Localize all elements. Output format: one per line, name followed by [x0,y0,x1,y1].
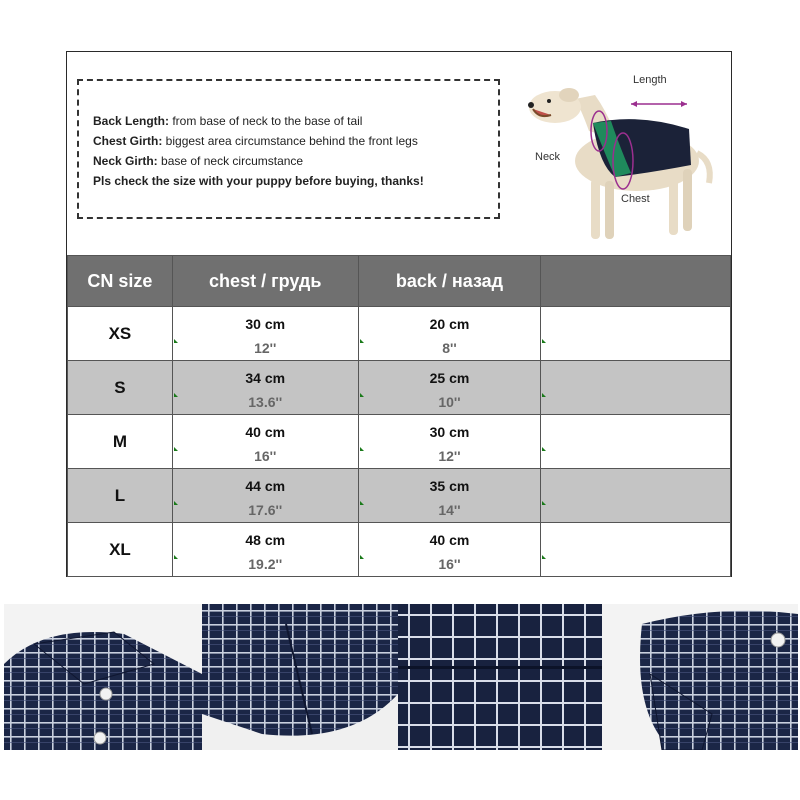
size-cell: L [68,469,173,523]
photo-sleeve-button [602,604,798,750]
table-header-row [68,256,731,307]
length-label: Length [633,74,667,86]
chest-cell: 48 cm 19.2'' [172,523,358,577]
empty-cell [541,361,731,415]
back-cell: 40 cm 16'' [358,523,541,577]
chest-cell: 30 cm 12'' [172,307,358,361]
chest-cell: 34 cm 13.6'' [172,361,358,415]
size-table [67,255,731,577]
size-cell: S [68,361,173,415]
table-row [68,361,731,415]
table-row [68,523,731,577]
measurement-notes [77,79,500,219]
empty-cell [541,469,731,523]
back-cell: 30 cm 12'' [358,415,541,469]
note-back-length: Back Length: from base of neck to the base of tail [93,114,363,128]
header-cn-size: CN size [68,256,173,307]
photo-collar [4,604,202,750]
header-back: back / назад [358,256,541,307]
photo-hem [202,604,398,750]
dog-measurement-diagram [519,69,719,254]
chest-cell: 40 cm 16'' [172,415,358,469]
photo-fabric-texture [398,604,602,750]
size-chart [66,51,732,577]
back-cell: 35 cm 14'' [358,469,541,523]
back-cell: 25 cm 10'' [358,361,541,415]
table-row [68,415,731,469]
product-detail-photos [4,604,798,750]
note-chest-girth: Chest Girth: biggest area circumstance behind the front legs [93,134,418,148]
note-neck-girth: Neck Girth: base of neck circumstance [93,154,304,168]
header-empty [541,256,731,307]
empty-cell [541,415,731,469]
back-cell: 20 cm 8'' [358,307,541,361]
size-cell: XL [68,523,173,577]
empty-cell [541,523,731,577]
chest-cell: 44 cm 17.6'' [172,469,358,523]
size-cell: XS [68,307,173,361]
chest-label: Chest [621,193,650,205]
neck-label: Neck [535,151,561,163]
header-chest: chest / грудь [172,256,358,307]
note-check-size: Pls check the size with your puppy before buying, thanks! [93,174,424,188]
size-cell: M [68,415,173,469]
empty-cell [541,307,731,361]
table-row [68,469,731,523]
table-row [68,307,731,361]
